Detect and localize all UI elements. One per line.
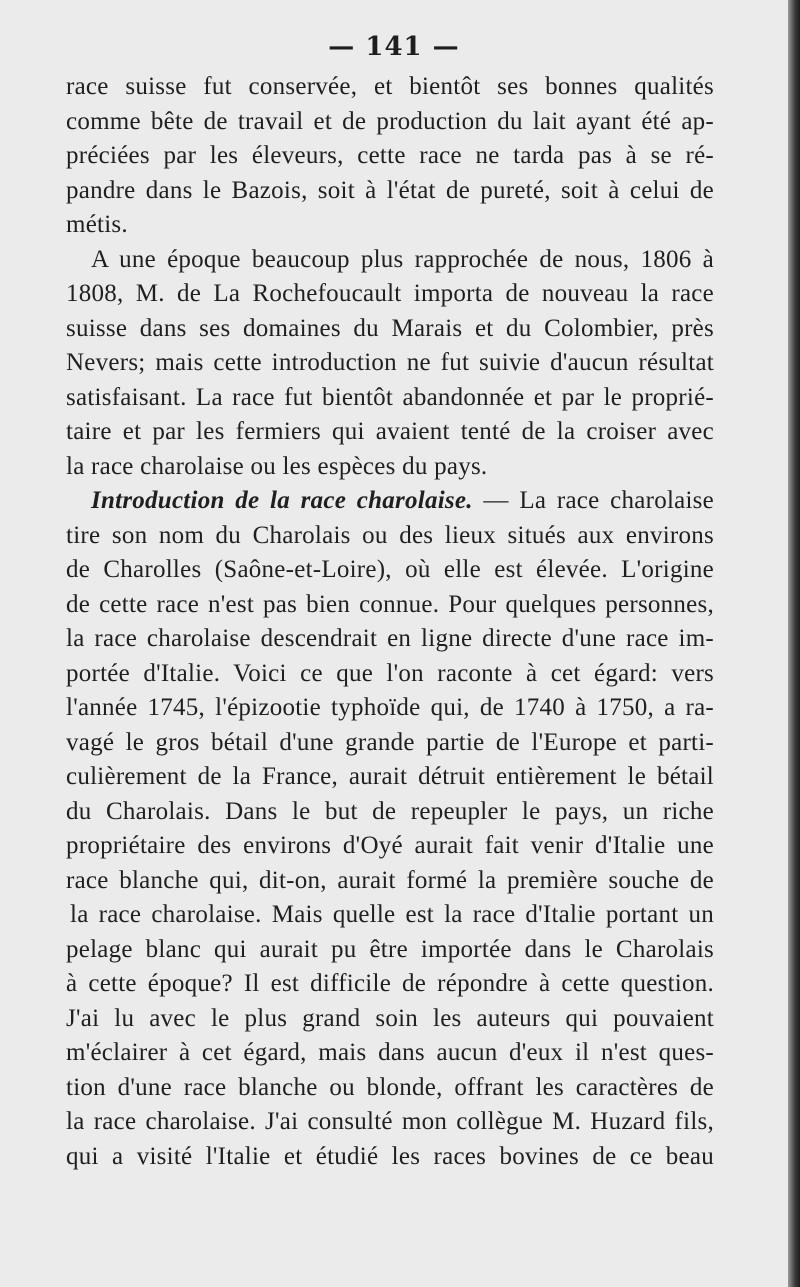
text-line: pandre dans le Bazois, soit à l'état de pureté, soit à celui de (66, 176, 714, 204)
section-heading-rest: — La race charolaise (472, 487, 715, 514)
text-line: préciées par les éleveurs, cette race ne tarda pas à se ré- (66, 142, 714, 169)
text-line: pelage blanc qui aurait pu être importée dans le Charolais (66, 935, 714, 963)
text-line: métis. (66, 211, 128, 238)
text-line: culièrement de la France, aurait détruit entièrement le bétail (66, 763, 714, 790)
text-line: taire et par les fermiers qui avaient tenté de la croiser avec (66, 418, 714, 445)
text-line: à cette époque? Il est difficile de répondre à cette question. (66, 970, 714, 997)
page-edge-shadow (788, 0, 800, 1287)
text-line: du Charolais. Dans le but de repeupler le pays, un riche (66, 797, 714, 825)
text-line: 1808, M. de La Rochefoucault importa de nouveau la race (66, 280, 714, 307)
text-line: comme bête de travail et de production du lait ayant été ap- (66, 107, 714, 135)
text-line: qui a visité l'Italie et étudié les races bovines de ce beau (66, 1142, 714, 1170)
section-heading-line (66, 484, 714, 519)
text-line: tion d'une race blanche ou blonde, offrant les caractères de (66, 1073, 714, 1101)
text-line: suisse dans ses domaines du Marais et du Colombier, près (66, 314, 714, 342)
text-line: A une époque beaucoup plus rapprochée de nous, 1806 à (91, 245, 714, 273)
text-line: race blanche qui, dit-on, aurait formé la première souche de (66, 866, 714, 894)
text-line: de cette race n'est pas bien connue. Pour quelques personnes, (66, 590, 714, 618)
text-line: la race charolaise descendrait en ligne directe d'une race im- (66, 625, 714, 652)
text-line: m'éclairer à cet égard, mais dans aucun d'eux il n'est ques- (66, 1039, 714, 1066)
text-line: portée d'Italie. Voici ce que l'on raconte à cet égard: vers (66, 659, 714, 687)
page-number: — 141 — (328, 32, 460, 62)
text-line: de Charolles (Saône-et-Loire), où elle est élevée. L'origine (66, 556, 714, 583)
text-line: la race charolaise. Mais quelle est la race d'Italie portant un (70, 901, 714, 928)
text-line: J'ai lu avec le plus grand soin les auteurs qui pouvaient (66, 1004, 714, 1032)
text-line: propriétaire des environs d'Oyé aurait fait venir d'Italie une (66, 832, 714, 859)
text-line: Nevers; mais cette introduction ne fut suivie d'aucun résultat (66, 349, 714, 376)
text-line: vagé le gros bétail d'une grande partie de l'Europe et parti- (66, 728, 714, 756)
section-heading: Introduction de la race charolaise. (91, 487, 473, 514)
text-line: la race charolaise ou les espèces du pays. (66, 452, 488, 480)
page-text (66, 70, 714, 1174)
text-line: race suisse fut conservée, et bientôt ses bonnes qualités (66, 73, 714, 100)
text-line: tire son nom du Charolais ou des lieux situés aux environs (66, 521, 714, 549)
text-line: la race charolaise. J'ai consulté mon collègue M. Huzard fils, (66, 1108, 714, 1135)
text-line: satisfaisant. La race fut bientôt abandonnée et par le proprié- (66, 383, 714, 411)
text-line: l'année 1745, l'épizootie typhoïde qui, de 1740 à 1750, a ra- (66, 694, 714, 721)
